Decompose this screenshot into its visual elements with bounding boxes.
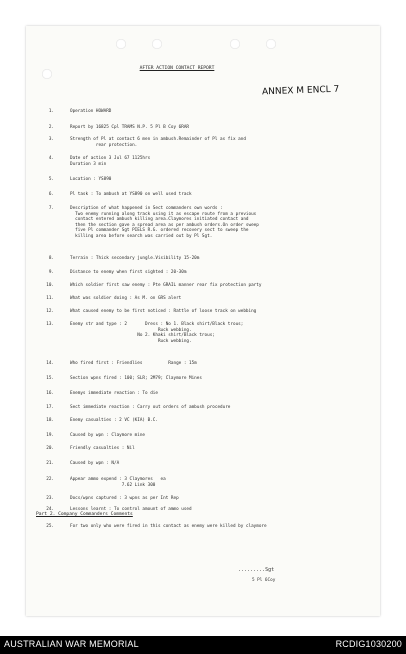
item-line: Location : YS890	[70, 177, 112, 182]
item-number: 24.	[46, 507, 54, 512]
handwritten-annotation: ANNEX M ENCL 7	[261, 84, 340, 98]
signature: .........Sgt	[238, 567, 275, 573]
punch-hole	[116, 39, 126, 49]
item-text	[70, 433, 145, 439]
item-line: Appear ammo expend : 3 Claymores ea	[70, 477, 166, 482]
item-number: 11.	[46, 296, 54, 301]
item-line: Friendly casualties : Nil	[70, 446, 135, 451]
item-text	[70, 156, 150, 167]
item-number: 20.	[46, 446, 54, 451]
item-line: What caused enemy to be first noticed : Rattle of loose track on webbing	[70, 309, 257, 314]
footer-left-text: AUSTRALIAN WAR MEMORIAL	[4, 639, 139, 649]
item-line: Ruck webbing.	[70, 327, 192, 333]
item-line: Docs/wpns captured : 3 wpns as per Int Rep	[70, 496, 179, 501]
item-text	[70, 405, 230, 411]
item-line: For two only who were fired in this contact as enemy were killed by claymore	[70, 524, 267, 529]
item-line: rear protection.	[70, 142, 138, 148]
item-text	[70, 109, 111, 115]
item-line: Duration 3 min	[70, 161, 107, 167]
item-line: contact entered ambush killing area.Claymores initiated contact and	[70, 217, 249, 223]
item-line: Strength of Pl at contact 6 men in ambush.Remainder of Pl as fix and	[70, 137, 246, 142]
item-line: Terrain : Thick secondary jungle.Visibility 15-20m	[70, 256, 200, 261]
item-line: Caused by wpn : N/A	[70, 461, 120, 466]
item-text	[70, 361, 197, 367]
item-text	[70, 322, 243, 344]
item-line: Enemy casualties : 2 VC (KIA) B.C.	[70, 418, 158, 423]
item-number: 10.	[46, 283, 54, 288]
item-number: 14.	[46, 361, 54, 366]
item-line: 7.62 Link 300	[70, 482, 156, 488]
item-number: 4.	[48, 156, 54, 161]
item-line: Date of action 3 Jul 67 1125hrs	[70, 156, 151, 161]
item-number: 25.	[46, 524, 54, 529]
item-text	[70, 125, 189, 131]
item-text	[70, 524, 267, 530]
item-line: Distance to enemy when first sighted : 20-30m	[70, 270, 187, 275]
item-number: 12.	[46, 309, 54, 314]
item-text	[70, 137, 246, 148]
item-text	[70, 418, 158, 424]
item-text	[70, 309, 256, 315]
section-heading: Part 2. Company Commanders Comments	[36, 512, 133, 517]
item-line: Ruck webbing.	[70, 338, 192, 344]
item-line: Description of what happened in Sect commanders own words :	[70, 206, 223, 211]
item-line: Which soldier first saw enemy : Pte GRAIL manner rear fix protection party	[70, 283, 262, 288]
item-number: 21.	[46, 461, 54, 466]
signature-unit: 5 Pl 6Coy	[252, 578, 276, 583]
item-text	[70, 477, 166, 488]
item-text	[70, 192, 192, 198]
item-text	[70, 391, 158, 397]
item-number: 9.	[48, 270, 54, 275]
item-number: 16.	[46, 391, 54, 396]
item-line: Lessons learnt : To control amount of ammo used	[70, 507, 192, 512]
item-line: Section wpns fired : 100; SLR; 2M79; Claymore Mines	[70, 376, 202, 381]
item-text	[70, 177, 111, 183]
item-line: Two enemy running along track using it as escape route from a previous	[70, 211, 257, 217]
item-line: Caused by wpn : Claymore mine	[70, 433, 146, 438]
item-number: 6.	[48, 192, 54, 197]
punch-hole	[266, 39, 276, 49]
item-number: 22.	[46, 477, 54, 482]
item-number: 13.	[46, 322, 54, 327]
item-line: Operation HOWARD	[70, 109, 112, 114]
item-line: What was soldier doing : As M. on GRS alert	[70, 296, 182, 301]
item-line: No 2. Khaki shirt/Black trous;	[70, 333, 215, 339]
item-text	[70, 376, 202, 382]
punch-hole	[152, 39, 162, 49]
item-text	[70, 496, 179, 502]
item-text	[70, 283, 261, 289]
item-number: 18.	[46, 418, 54, 423]
item-number: 5.	[48, 177, 54, 182]
item-number: 2.	[48, 125, 54, 130]
item-text	[70, 461, 119, 467]
item-line: Report by 16825 Cpl TRAMS N.P. 5 Pl B Coy 6RAR	[70, 125, 189, 130]
item-line: Who fired first : Friendlies Range : 15m	[70, 361, 197, 366]
item-text	[70, 206, 259, 240]
item-text	[70, 270, 186, 276]
punch-hole	[230, 39, 240, 49]
item-text	[70, 446, 135, 452]
footer-right-text: RCDIG1030200	[335, 639, 402, 649]
item-number: 23.	[46, 496, 54, 501]
item-line: then the section gave a spread area as per ambush orders.On order sweep	[70, 222, 259, 228]
item-number: 8.	[48, 256, 54, 261]
item-number: 19.	[46, 433, 54, 438]
item-line: killing area before search was carried out by Pl Sgt.	[70, 233, 213, 239]
item-text	[70, 256, 199, 262]
item-number: 7.	[48, 206, 54, 211]
footer-bar	[0, 636, 406, 654]
document-title: AFTER ACTION CONTACT REPORT	[139, 66, 215, 71]
item-text	[70, 296, 181, 302]
item-line: Enemys immediate reaction : To die	[70, 391, 158, 396]
item-line: Sect immediate reaction : Carry out orders of ambush procedure	[70, 405, 231, 410]
item-line: Enemy str and type : 2 Dress : No 1. Black shirt/Black trous;	[70, 322, 244, 327]
item-number: 15.	[46, 376, 54, 381]
item-line: Pl task : To ambush at YS890 on well used track	[70, 192, 192, 197]
item-number: 17.	[46, 405, 54, 410]
item-number: 1.	[48, 109, 54, 114]
item-number: 3.	[48, 137, 54, 142]
item-line: five Pl commander Sgt PIELS R.G. ordered recovery sect to sweep the	[70, 228, 249, 234]
